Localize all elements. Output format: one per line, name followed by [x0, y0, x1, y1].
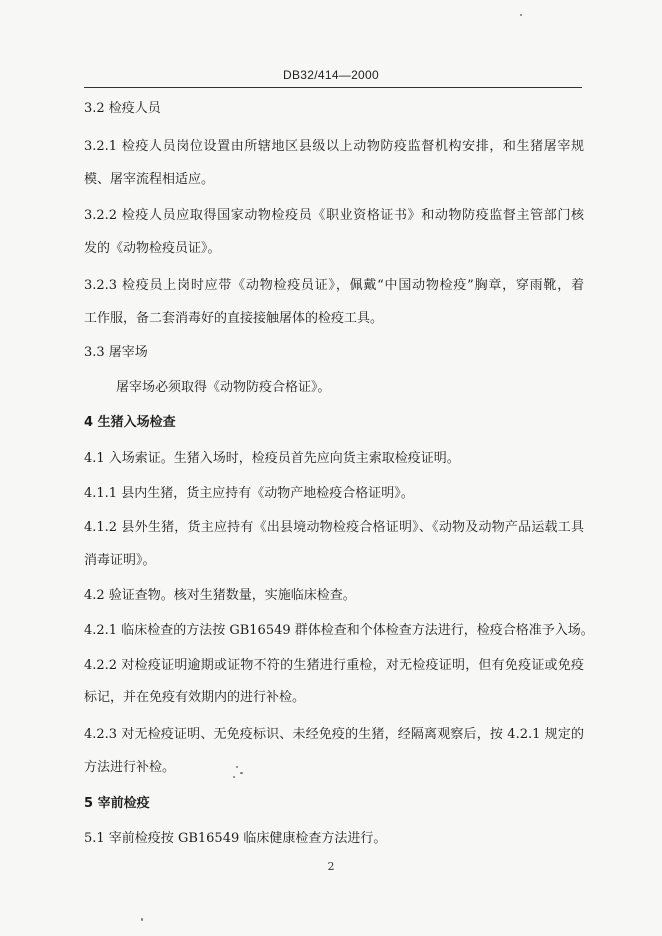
- clause-3-2-2-line-1: 3.2.2 检疫人员应取得国家动物检疫员《职业资格证书》和动物防疫监督主管部门核: [84, 208, 584, 223]
- section-4-heading: 4 生猪入场检查: [84, 415, 176, 430]
- clause-4-1-2-line-2: 消毒证明》。: [84, 553, 156, 568]
- standard-code: DB32/414—2000: [283, 68, 379, 82]
- clause-3-3-text: 屠宰场必须取得《动物防疫合格证》。: [116, 380, 331, 395]
- scan-speck: [520, 14, 522, 16]
- clause-3-2-3-line-2: 工作服，备二套消毒好的直接接触屠体的检疫工具。: [84, 311, 384, 326]
- clause-4-2-3-line-1: 4.2.3 对无检疫证明、无免疫标识、未经免疫的生猪，经隔离观察后，按 4.2.1 规定的: [84, 727, 584, 742]
- clause-3-2-1-line-2: 模、屠宰流程相适应。: [84, 172, 215, 187]
- clause-4-1: 4.1 入场索证。生猪入场时，检疫员首先应向货主索取检疫证明。: [84, 451, 460, 466]
- section-5-heading: 5 宰前检疫: [84, 796, 150, 811]
- clause-4-2-2-line-1: 4.2.2 对检疫证明逾期或证物不符的生猪进行重检，对无检疫证明，但有免疫证或免疫: [84, 658, 584, 673]
- clause-4-1-1: 4.1.1 县内生猪，货主应持有《动物产地检疫合格证明》。: [84, 486, 414, 501]
- clause-3-2-3-line-1: 3.2.3 检疫员上岗时应带《动物检疫员证》，佩戴“中国动物检疫”胸章，穿雨靴，着: [84, 278, 584, 293]
- scan-speck: [141, 918, 143, 921]
- section-3-3-heading: 3.3 屠宰场: [84, 345, 148, 360]
- clause-4-2-3-line-2: 方法进行补检。: [84, 760, 176, 775]
- clause-4-2-1: 4.2.1 临床检查的方法按 GB16549 群体检查和个体检查方法进行，检疫合格准予入场。: [84, 623, 594, 638]
- clause-3-2-2-line-2: 发的《动物检疫员证》。: [84, 241, 221, 256]
- scan-speck: [240, 772, 243, 774]
- clause-4-2: 4.2 验证查物。核对生猪数量，实施临床检查。: [84, 588, 356, 603]
- page-number: 2: [327, 860, 335, 873]
- clause-4-2-2-line-2: 标记，并在免疫有效期内的进行补检。: [84, 690, 306, 705]
- header-rule: [84, 87, 582, 88]
- clause-5-1: 5.1 宰前检疫按 GB16549 临床健康检查方法进行。: [84, 831, 387, 846]
- clause-4-1-2-line-1: 4.1.2 县外生猪，货主应持有《出县境动物检疫合格证明》、《动物及动物产品运载工具: [84, 520, 584, 535]
- scan-speck: [233, 776, 235, 778]
- scan-speck: [236, 766, 238, 768]
- clause-3-2-1-line-1: 3.2.1 检疫人员岗位设置由所辖地区县级以上动物防疫监督机构安排，和生猪屠宰规: [84, 139, 584, 154]
- section-3-2-heading: 3.2 检疫人员: [84, 101, 161, 116]
